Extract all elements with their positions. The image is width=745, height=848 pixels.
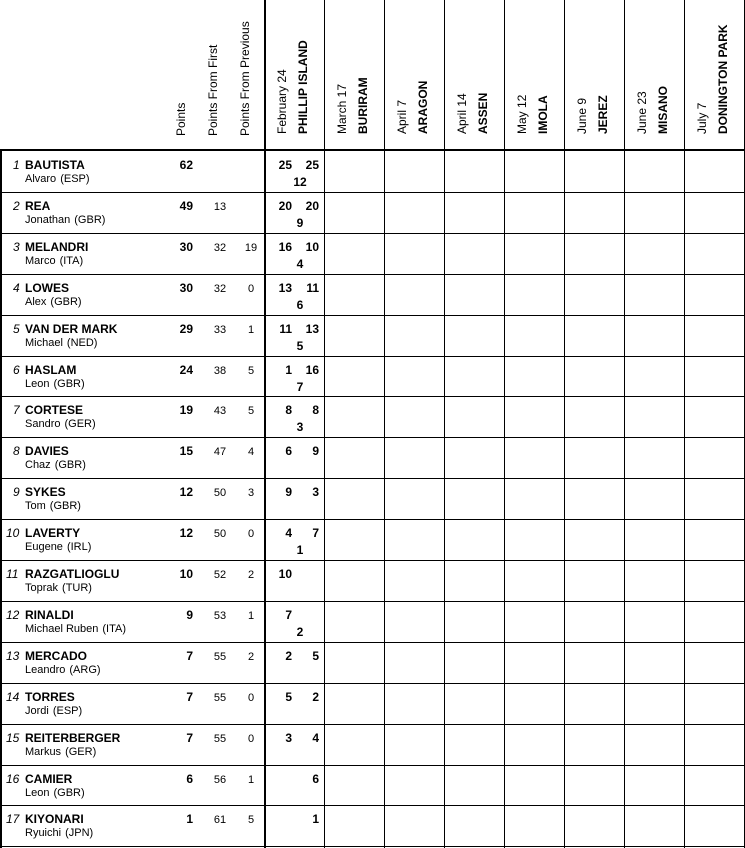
- round-date-3: April 7: [395, 99, 409, 134]
- rider-given-name: Markus: [25, 745, 62, 758]
- race-result-3: 2: [296, 624, 304, 639]
- rider-points-from-previous: 0: [247, 732, 255, 745]
- rider-given-name: Eugene: [25, 541, 63, 554]
- round-venue-1: PHILLIP ISLAND: [296, 40, 310, 134]
- rider-nationality: (GBR): [50, 295, 82, 308]
- race-result-2: 11: [306, 280, 319, 295]
- rider-points: 30: [179, 239, 193, 254]
- rider-nationality: (ITA): [59, 254, 84, 267]
- race-result-2: 16: [305, 362, 319, 377]
- grid-vertical-line: [564, 0, 565, 848]
- rider-position: 6: [13, 362, 20, 377]
- race-result-1: 3: [285, 730, 292, 745]
- round-venue-2: BURIRAM: [356, 77, 370, 134]
- race-result-2: 4: [312, 730, 319, 745]
- row-divider: [0, 315, 745, 316]
- rider-given-name: Leon: [25, 786, 50, 799]
- rider-nationality: (ESP): [60, 173, 90, 185]
- rider-given-name: Sandro: [25, 418, 61, 431]
- race-result-3: 12: [293, 175, 307, 189]
- race-result-2: 25: [305, 158, 319, 172]
- race-result-1: 8: [285, 403, 292, 418]
- rider-surname: VAN DER MARK: [25, 321, 118, 336]
- rider-points: 6: [186, 771, 193, 786]
- rider-surname: REITERBERGER: [25, 730, 121, 745]
- rider-surname: MELANDRI: [25, 239, 89, 254]
- rider-points-from-previous: 0: [247, 282, 255, 295]
- rider-given-name: Leon: [25, 377, 50, 390]
- race-result-1: 1: [285, 362, 292, 377]
- rider-points: 9: [186, 607, 193, 622]
- round-venue-7: MISANO: [656, 86, 670, 134]
- rider-points: 15: [179, 444, 193, 459]
- rider-position: 5: [13, 321, 20, 336]
- race-result-3: 6: [296, 297, 304, 312]
- rider-points-from-first: 13: [213, 200, 227, 213]
- table-row: [0, 192, 745, 233]
- rider-surname: LAVERTY: [25, 526, 81, 541]
- rider-position: 12: [6, 607, 20, 622]
- rider-points: 10: [179, 567, 193, 581]
- rider-nationality: (ESP): [52, 704, 83, 717]
- rider-position: 16: [6, 771, 20, 786]
- rider-surname: RINALDI: [25, 607, 74, 622]
- table-row: [0, 601, 745, 642]
- rider-points-from-first: 50: [213, 528, 227, 541]
- race-result-2: 8: [312, 403, 319, 418]
- rider-position: 11: [6, 567, 19, 581]
- rider-surname: RAZGATLIOGLU: [25, 567, 120, 581]
- rider-points-from-previous: 5: [247, 814, 255, 827]
- table-row: [0, 560, 745, 601]
- race-result-1: 25: [278, 158, 292, 172]
- row-divider: [0, 601, 745, 602]
- race-result-1: 20: [278, 198, 292, 213]
- race-result-2: 1: [312, 812, 319, 827]
- rider-points-from-previous: 1: [247, 323, 255, 336]
- rider-points: 1: [186, 812, 193, 827]
- header-points: Points: [174, 102, 188, 136]
- rider-given-name: Chaz: [25, 459, 51, 472]
- header-divider: [0, 149, 745, 151]
- grid-vertical-line: [264, 0, 266, 848]
- rider-given-name: Alex: [25, 295, 47, 308]
- race-result-1: 11: [279, 321, 292, 336]
- rider-given-name: Alvaro: [25, 173, 57, 185]
- round-date-5: May 12: [515, 94, 529, 134]
- rider-position: 17: [6, 812, 20, 827]
- rider-given-name: Toprak: [25, 582, 59, 594]
- table-row: [0, 151, 745, 192]
- rider-nationality: (TUR): [62, 582, 92, 594]
- race-result-2: 2: [312, 689, 319, 704]
- rider-points: 49: [179, 198, 193, 213]
- rider-points-from-previous: 2: [247, 650, 255, 663]
- rider-nationality: (JPN): [65, 827, 94, 840]
- race-result-3: 1: [296, 543, 304, 558]
- rider-points-from-previous: 2: [247, 569, 255, 581]
- round-venue-4: ASSEN: [476, 92, 490, 134]
- rider-nationality: (IRL): [66, 541, 92, 554]
- race-result-1: 13: [278, 280, 292, 295]
- row-divider: [0, 233, 745, 234]
- race-result-3: 4: [296, 256, 304, 271]
- rider-points: 7: [186, 689, 193, 704]
- race-result-2: 3: [312, 485, 319, 500]
- rider-surname: BAUTISTA: [25, 158, 85, 172]
- rider-points-from-first: 47: [213, 446, 227, 459]
- table-row: [0, 724, 745, 765]
- rider-points-from-first: 32: [213, 241, 227, 254]
- row-divider: [0, 356, 745, 357]
- rider-surname: CORTESE: [25, 403, 84, 418]
- rider-points-from-previous: 5: [247, 364, 255, 377]
- rider-points-from-previous: 3: [247, 487, 255, 500]
- round-date-6: June 9: [575, 97, 589, 134]
- rider-surname: TORRES: [25, 689, 75, 704]
- grid-vertical-line: [324, 0, 325, 848]
- round-date-2: March 17: [335, 83, 349, 134]
- race-result-2: 13: [305, 321, 319, 336]
- rider-points-from-first: 56: [213, 773, 227, 786]
- table-row: [0, 396, 745, 437]
- race-result-2: 5: [312, 648, 319, 663]
- race-result-2: 9: [312, 444, 319, 459]
- race-result-3: 9: [296, 215, 304, 230]
- rider-position: 3: [13, 239, 20, 254]
- rider-surname: HASLAM: [25, 362, 77, 377]
- rider-nationality: (ARG): [69, 663, 101, 676]
- rider-points: 24: [179, 362, 193, 377]
- rider-points-from-previous: 0: [247, 528, 255, 541]
- round-venue-5: IMOLA: [536, 95, 550, 134]
- rider-points-from-previous: 1: [247, 609, 255, 622]
- rider-surname: CAMIER: [25, 771, 73, 786]
- grid-vertical-line: [0, 150, 2, 848]
- rider-position: 14: [6, 689, 20, 704]
- rider-position: 9: [13, 485, 20, 500]
- rider-position: 8: [13, 444, 20, 459]
- grid-vertical-line: [384, 0, 385, 848]
- round-date-1: February 24: [275, 69, 289, 134]
- race-result-2: 6: [312, 771, 319, 786]
- rider-nationality: (GER): [65, 745, 97, 758]
- rider-points: 30: [179, 280, 193, 295]
- rider-given-name: Michael Ruben: [25, 622, 99, 635]
- rider-points-from-first: 55: [213, 650, 227, 663]
- grid-vertical-line: [444, 0, 445, 848]
- race-result-2: 10: [305, 239, 319, 254]
- row-divider: [0, 396, 745, 397]
- rider-position: 1: [13, 158, 20, 172]
- table-row: [0, 765, 745, 806]
- rider-nationality: (ITA): [102, 622, 126, 635]
- race-result-3: 3: [296, 420, 304, 435]
- rider-nationality: (GBR): [53, 377, 85, 390]
- table-row: [0, 315, 745, 356]
- row-divider: [0, 765, 745, 766]
- rider-surname: REA: [25, 198, 51, 213]
- rider-points-from-first: 33: [213, 323, 227, 336]
- table-row: [0, 519, 745, 560]
- rider-points-from-first: 52: [213, 569, 227, 581]
- rider-points: 29: [179, 321, 193, 336]
- rider-points-from-first: 43: [213, 405, 227, 418]
- table-row: [0, 233, 745, 274]
- grid-vertical-line: [624, 0, 625, 848]
- row-divider: [0, 192, 745, 193]
- rider-points-from-first: 53: [213, 609, 227, 622]
- rider-surname: DAVIES: [25, 444, 69, 459]
- row-divider: [0, 274, 745, 275]
- round-venue-8: DONINGTON PARK: [716, 24, 730, 134]
- race-result-1: 16: [278, 239, 292, 254]
- rider-surname: SYKES: [25, 485, 66, 500]
- round-venue-3: ARAGON: [416, 80, 430, 134]
- rider-nationality: (GER): [64, 418, 96, 431]
- rider-given-name: Ryuichi: [25, 827, 62, 840]
- row-divider: [0, 805, 745, 806]
- race-result-2: 7: [312, 526, 319, 541]
- grid-vertical-line: [504, 0, 505, 848]
- race-result-1: 4: [285, 526, 292, 541]
- row-divider: [0, 642, 745, 643]
- rider-position: 13: [6, 648, 20, 663]
- round-date-4: April 14: [455, 93, 469, 134]
- rider-points-from-previous: 5: [247, 405, 255, 418]
- rider-points-from-previous: 19: [244, 241, 258, 254]
- rider-points-from-first: 32: [213, 282, 227, 295]
- rider-points-from-first: 50: [213, 487, 227, 500]
- rider-points-from-first: 38: [213, 364, 227, 377]
- rider-points: 7: [186, 730, 193, 745]
- rider-position: 4: [13, 280, 20, 295]
- row-divider: [0, 683, 745, 684]
- rider-nationality: (NED): [66, 336, 98, 349]
- grid-vertical-line: [684, 0, 685, 848]
- row-divider: [0, 478, 745, 479]
- rider-points: 7: [186, 648, 193, 663]
- table-row: [0, 683, 745, 724]
- race-result-1: 10: [278, 567, 292, 581]
- race-result-3: 7: [296, 379, 304, 394]
- rider-points-from-previous: 1: [247, 773, 255, 786]
- race-result-1: 2: [285, 648, 292, 663]
- round-date-8: July 7: [695, 102, 709, 134]
- rider-given-name: Marco: [25, 254, 56, 267]
- rider-given-name: Tom: [25, 500, 46, 513]
- row-divider: [0, 519, 745, 520]
- race-result-1: 9: [285, 485, 292, 500]
- race-result-1: 5: [285, 689, 292, 704]
- rider-given-name: Leandro: [25, 663, 66, 676]
- rider-position: 10: [6, 526, 20, 541]
- table-row: [0, 437, 745, 478]
- table-row: [0, 274, 745, 315]
- rider-surname: KIYONARI: [25, 812, 84, 827]
- rider-position: 15: [6, 730, 20, 745]
- rider-points-from-first: 55: [213, 691, 227, 704]
- rider-points-from-previous: 0: [247, 691, 255, 704]
- rider-points-from-previous: 4: [247, 446, 255, 459]
- rider-given-name: Michael: [25, 336, 63, 349]
- race-result-2: 20: [305, 198, 319, 213]
- rider-nationality: (GBR): [74, 213, 106, 226]
- header-points-from-first: Points From First: [206, 44, 220, 136]
- rider-points: 19: [179, 403, 193, 418]
- row-divider: [0, 846, 745, 847]
- table-row: [0, 478, 745, 519]
- table-row: [0, 642, 745, 683]
- row-divider: [0, 560, 745, 561]
- race-result-1: 6: [285, 444, 292, 459]
- round-venue-6: JEREZ: [596, 95, 610, 134]
- rider-position: 7: [13, 403, 20, 418]
- table-row: [0, 356, 745, 397]
- row-divider: [0, 437, 745, 438]
- race-result-1: 7: [285, 607, 292, 622]
- rider-points-from-first: 55: [213, 732, 227, 745]
- table-row: [0, 805, 745, 846]
- rider-points-from-first: 61: [213, 814, 227, 827]
- row-divider: [0, 724, 745, 725]
- rider-points: 12: [179, 526, 193, 541]
- header-points-from-previous: Points From Previous: [238, 21, 252, 136]
- rider-nationality: (GBR): [54, 459, 86, 472]
- rider-nationality: (GBR): [49, 500, 81, 513]
- round-date-7: June 23: [635, 91, 649, 134]
- rider-surname: LOWES: [25, 280, 69, 295]
- rider-surname: MERCADO: [25, 648, 87, 663]
- rider-given-name: Jordi: [25, 704, 49, 717]
- race-result-3: 5: [296, 338, 304, 353]
- rider-points: 12: [179, 485, 193, 500]
- rider-nationality: (GBR): [53, 786, 85, 799]
- rider-points: 62: [179, 158, 193, 172]
- rider-position: 2: [13, 198, 20, 213]
- rider-given-name: Jonathan: [25, 213, 71, 226]
